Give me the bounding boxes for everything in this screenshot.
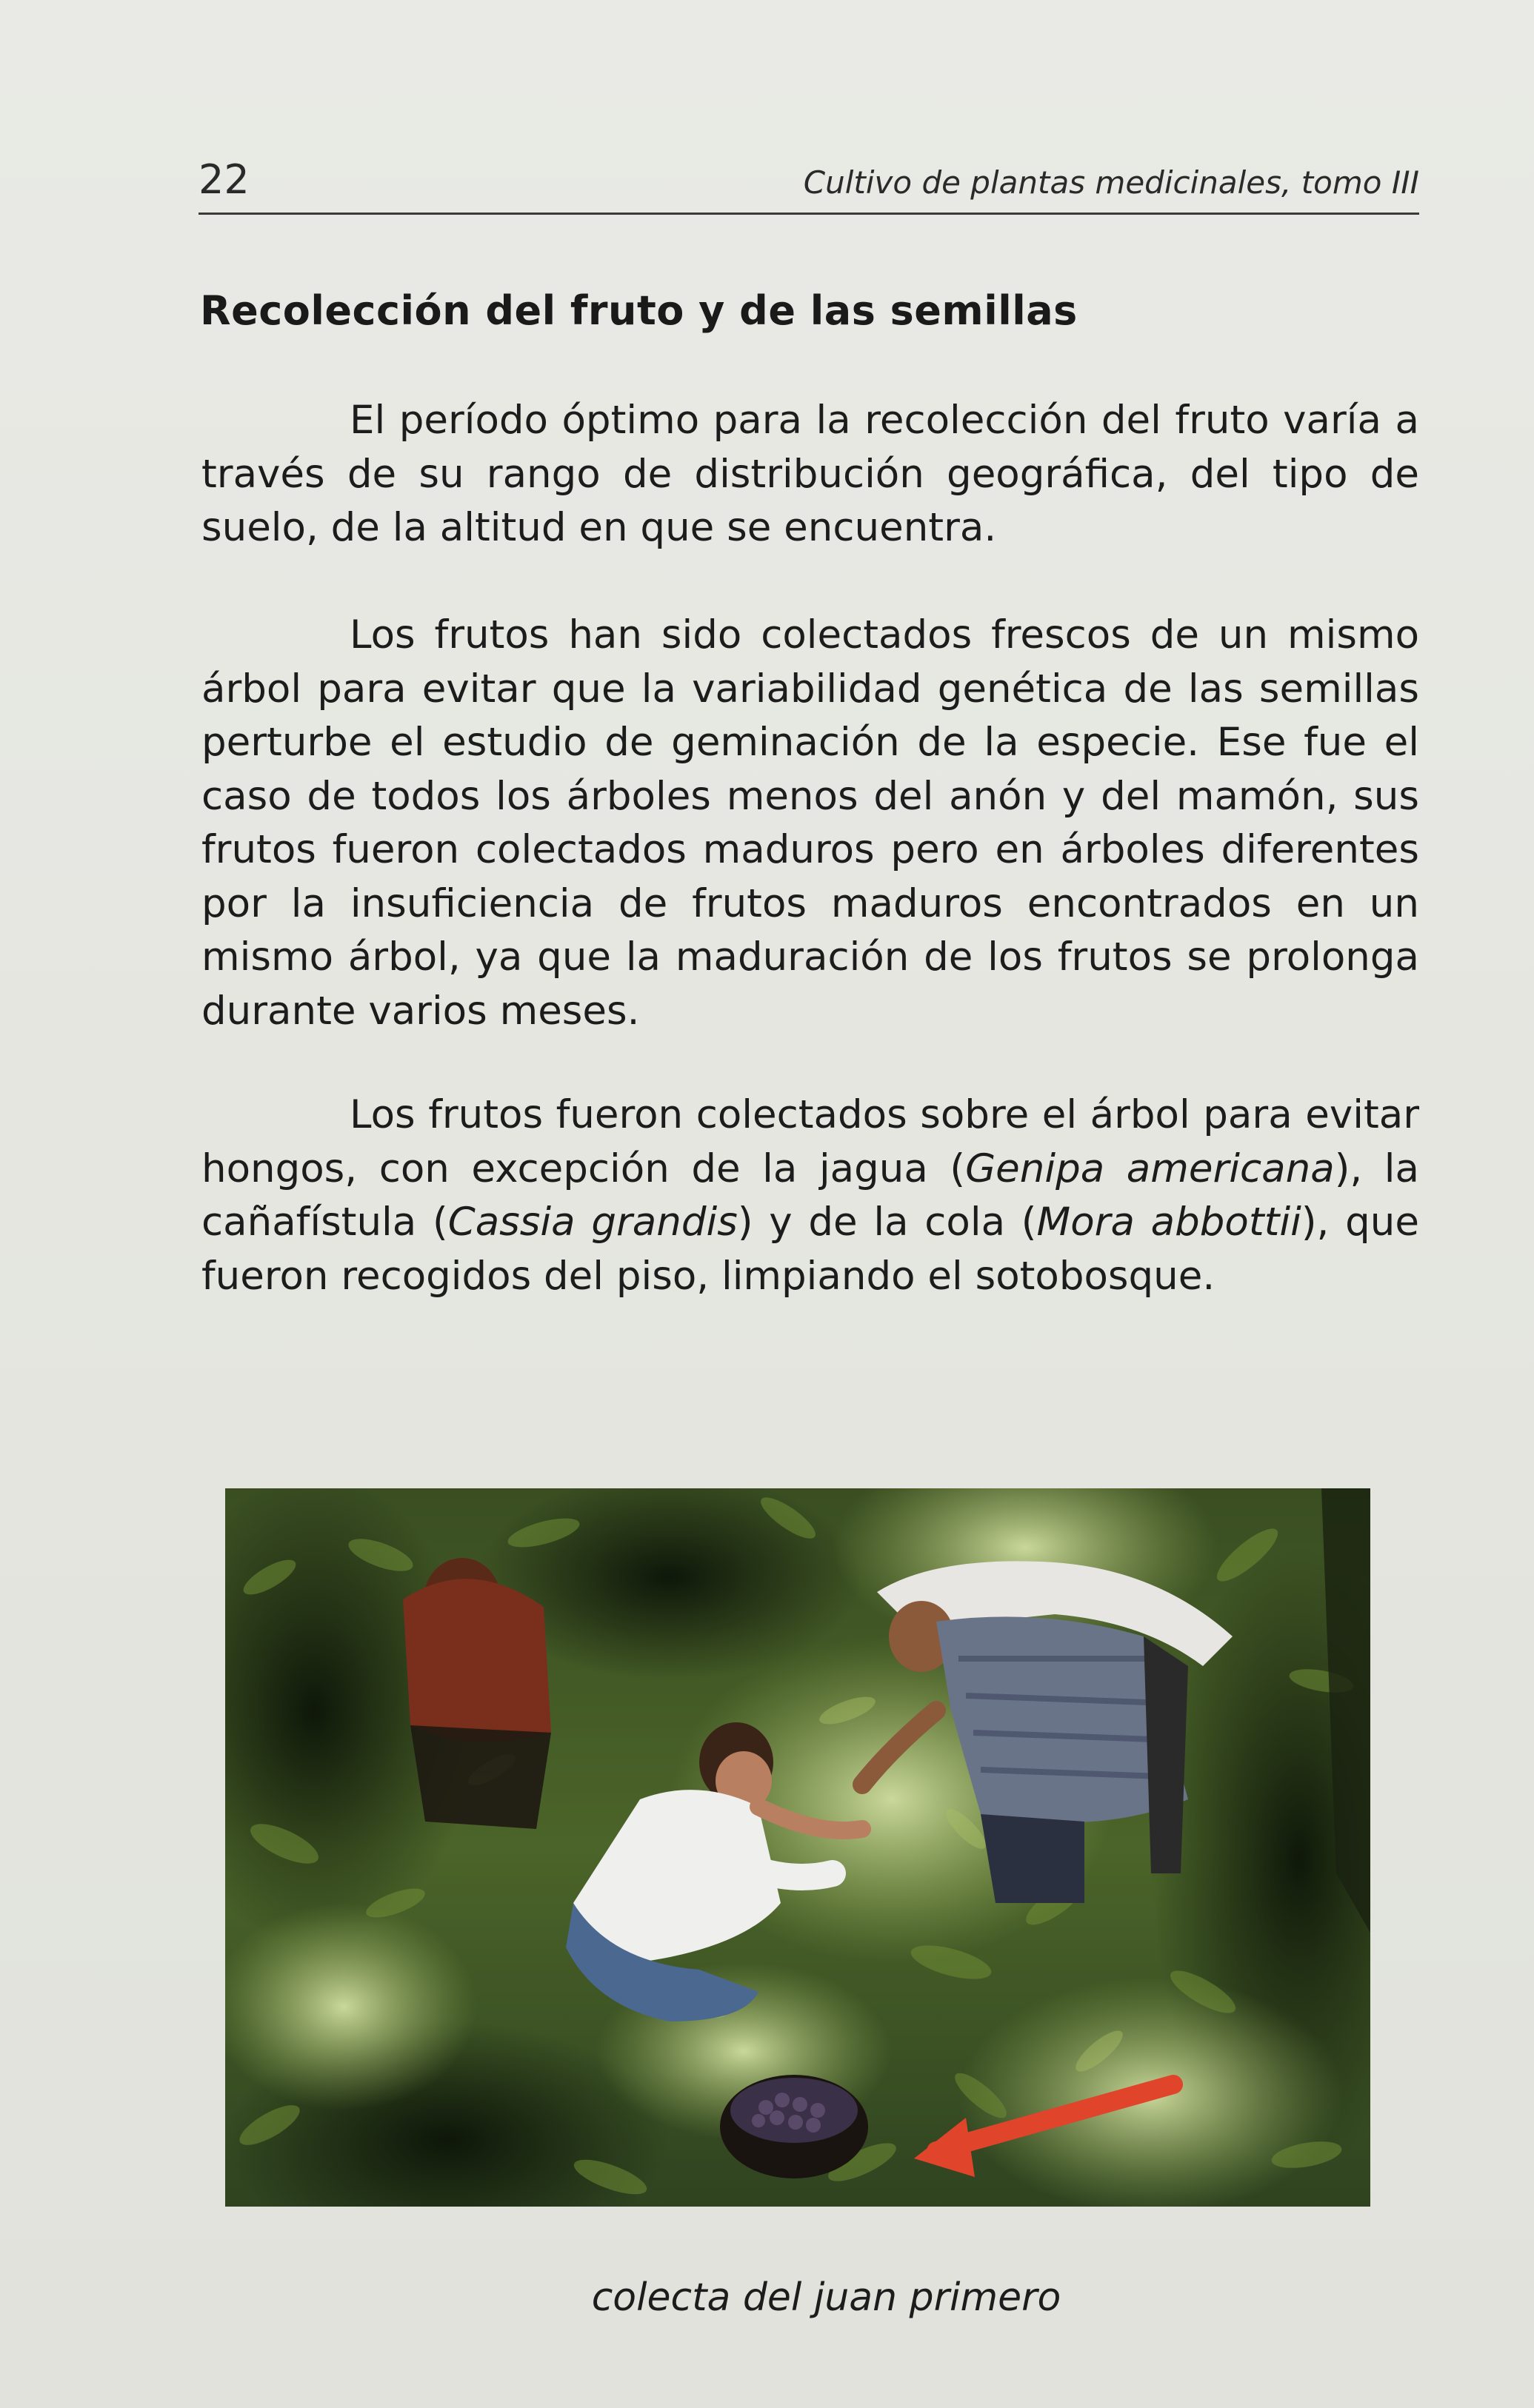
forest-collection-photo	[225, 1488, 1370, 2207]
page-number: 22	[199, 156, 250, 203]
species-name-mora: Mora abbottii	[1036, 1200, 1301, 1245]
paragraph-1	[201, 394, 1419, 555]
paragraph-3-text-3: ) y de la cola (	[737, 1200, 1037, 1245]
figure-caption-text: colecta del juan primero	[591, 2275, 1061, 2320]
paragraph-3	[201, 1088, 1419, 1303]
section-title: Recolección del fruto y de las semillas	[200, 287, 1078, 334]
field-photo	[225, 1488, 1370, 2207]
figure-caption	[0, 2275, 1534, 2321]
paragraph-1-text: El período óptimo para la recolección del fruto varía a través de su rango de distribución geográfica, del tipo de suelo, de la altitud en que se encuentra.	[201, 398, 1419, 550]
page-header	[199, 152, 1419, 215]
paragraph-3-text-1: Los frutos fueron colectados sobre el árbol para evitar hongos, con excepción de la jagua (	[201, 1092, 1419, 1191]
species-name-genipa: Genipa americana	[965, 1146, 1335, 1191]
species-name-cassia: Cassia grandis	[447, 1200, 738, 1245]
fruit-basket	[720, 2075, 868, 2178]
paragraph-2-text: Los frutos han sido colectados frescos de un mismo árbol para evitar que la variabilidad genética de las semillas perturbe el estudio de geminación de la especie. Ese fue el caso de todos los árboles menos del anón y del mamón, sus frutos fueron colectados maduros pero en árboles diferentes por la insuficiencia de frutos maduros encontrados en un mismo árbol, ya que la maduración de los frutos se prolonga durante varios meses.	[201, 612, 1419, 1034]
paragraph-2	[201, 609, 1419, 1038]
paragraph-3-text-4: ), que fueron recogidos del piso, limpiando el sotobosque.	[201, 1200, 1419, 1299]
paragraph-3-text-2: ), la cañafístula (	[201, 1146, 1419, 1245]
person-background	[403, 1558, 551, 1829]
running-title: Cultivo de plantas medicinales, tomo III	[803, 164, 1419, 201]
